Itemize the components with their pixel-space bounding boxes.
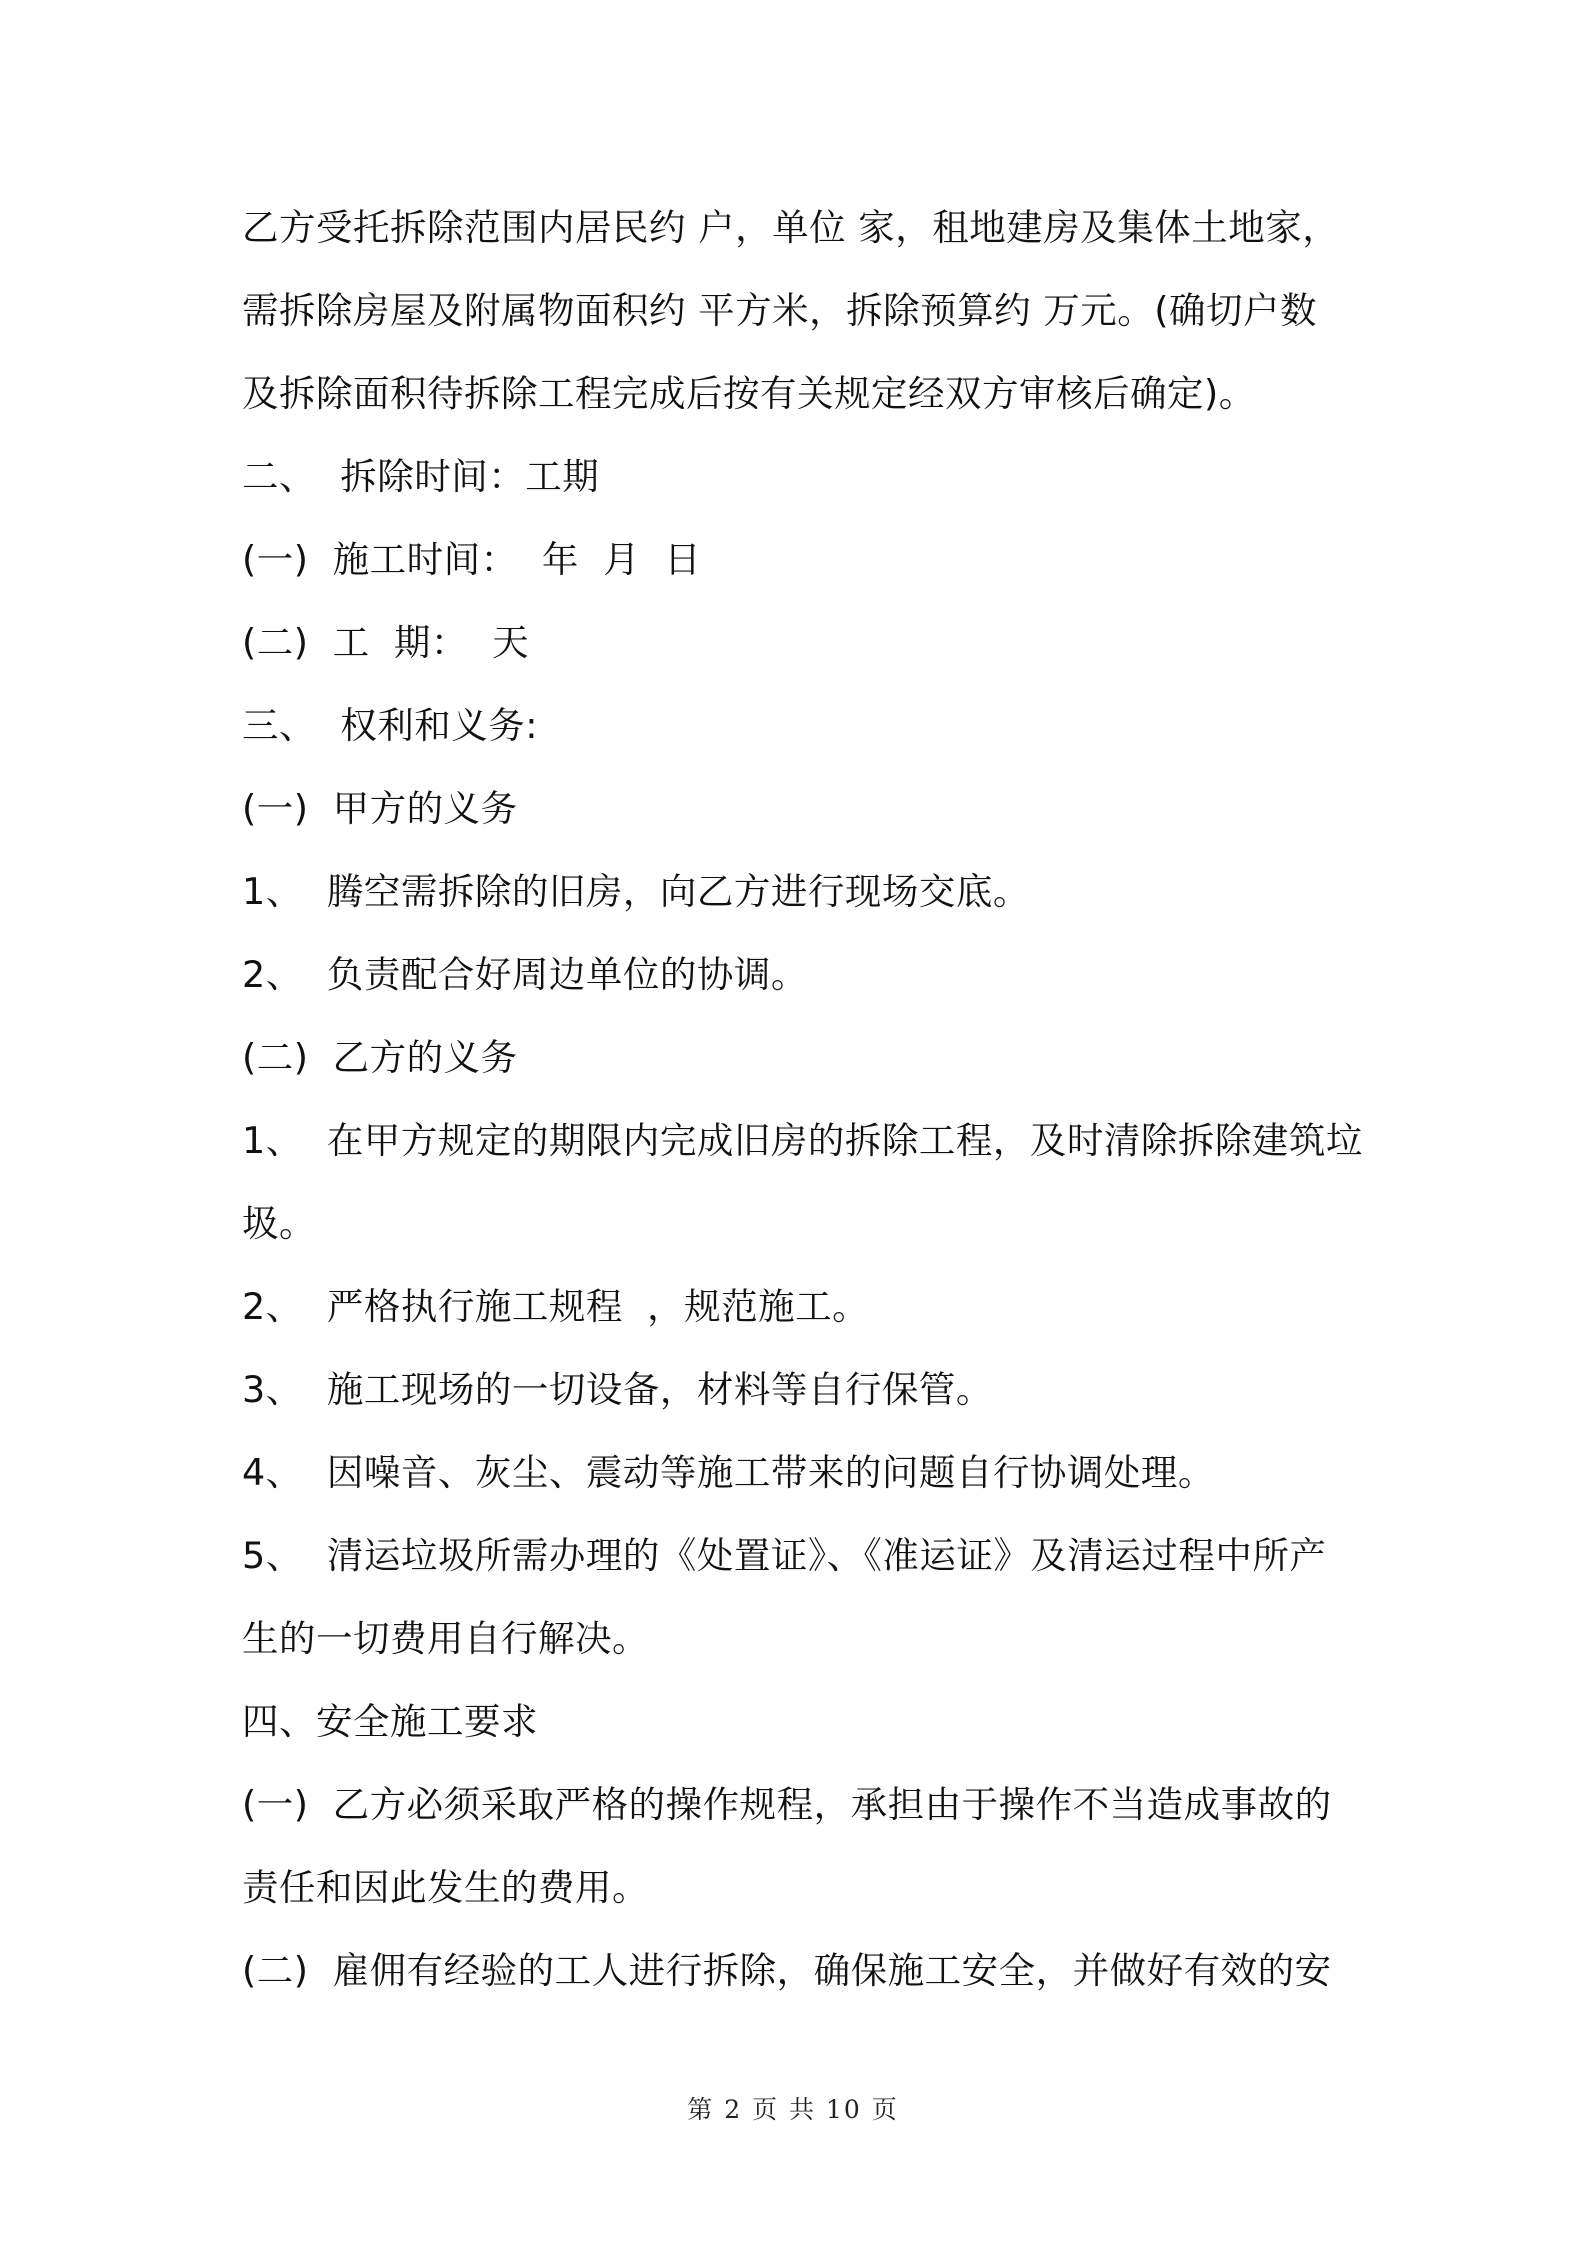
section-heading-3: 三、 权利和义务:: [242, 704, 539, 747]
body-line-22: (二) 雇佣有经验的工人进行拆除，确保施工安全，并做好有效的安: [242, 1949, 1332, 1992]
body-line-1: 乙方受托拆除范围内居民约 户，单位 家，租地建房及集体土地家，: [242, 206, 1340, 249]
body-line-18: 生的一切费用自行解决。: [242, 1617, 649, 1660]
body-line-5: (一) 施工时间： 年 月 日: [242, 538, 702, 581]
body-line-17: 5、 清运垃圾所需办理的《处置证》、《准运证》及清运过程中所产: [242, 1534, 1327, 1577]
subsection-heading-party-a: (一) 甲方的义务: [242, 787, 518, 830]
body-line-10: 2、 负责配合好周边单位的协调。: [242, 953, 808, 996]
body-line-15: 3、 施工现场的一切设备，材料等自行保管。: [242, 1368, 993, 1411]
section-heading-2: 二、 拆除时间：工期: [242, 455, 600, 498]
section-heading-4: 四、安全施工要求: [242, 1700, 538, 1743]
body-line-9: 1、 腾空需拆除的旧房，向乙方进行现场交底。: [242, 870, 1030, 913]
body-line-21: 责任和因此发生的费用。: [242, 1866, 649, 1909]
body-line-16: 4、 因噪音、灰尘、震动等施工带来的问题自行协调处理。: [242, 1451, 1215, 1494]
page-footer: 第 2 页 共 10 页: [687, 2095, 899, 2124]
body-line-13: 圾。: [242, 1202, 316, 1245]
body-line-3: 及拆除面积待拆除工程完成后按有关规定经双方审核后确定)。: [242, 372, 1256, 415]
body-line-20: (一) 乙方必须采取严格的操作规程，承担由于操作不当造成事故的: [242, 1783, 1332, 1826]
body-line-14: 2、 严格执行施工规程 ，规范施工。: [242, 1285, 870, 1328]
subsection-heading-party-b: (二) 乙方的义务: [242, 1036, 518, 1079]
body-line-12: 1、 在甲方规定的期限内完成旧房的拆除工程，及时清除拆除建筑垃: [242, 1119, 1363, 1162]
body-line-2: 需拆除房屋及附属物面积约 平方米，拆除预算约 万元。(确切户数: [242, 289, 1317, 332]
body-line-6: (二) 工 期： 天: [242, 621, 530, 664]
